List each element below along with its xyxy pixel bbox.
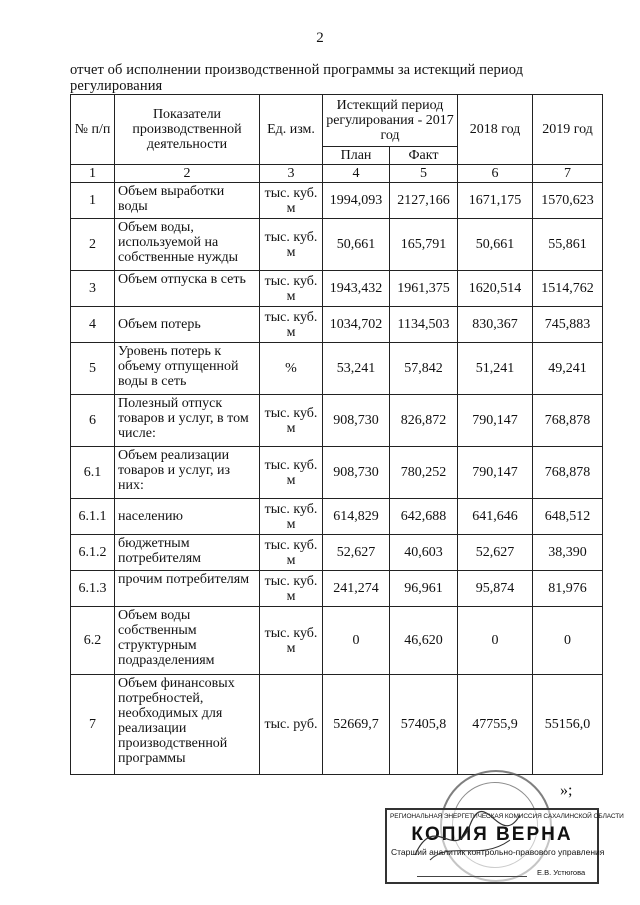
row-2018: 1620,514 [458,271,533,307]
col-index: 5 [390,165,458,183]
table-row [71,499,603,535]
table-row [71,219,603,271]
row-plan: 614,829 [323,499,390,535]
row-2019: 745,883 [533,307,603,343]
row-num: 6 [71,395,115,447]
row-plan: 1994,093 [323,183,390,219]
table-row [71,343,603,395]
row-2019: 768,878 [533,395,603,447]
row-fact: 642,688 [390,499,458,535]
row-fact: 165,791 [390,219,458,271]
stamp-signer: Е.В. Устюгова [537,868,586,877]
row-num: 5 [71,343,115,395]
row-num: 6.1.3 [71,571,115,607]
production-program-table [70,94,603,775]
row-num: 6.1.2 [71,535,115,571]
row-unit: тыс. куб. м [260,183,323,219]
row-2018: 51,241 [458,343,533,395]
row-plan: 53,241 [323,343,390,395]
row-fact: 57,842 [390,343,458,395]
row-name: Объем потерь [115,307,260,343]
col-index: 4 [323,165,390,183]
row-name: прочим потребителям [115,571,260,607]
row-unit: % [260,343,323,395]
table-row [71,675,603,775]
row-2018: 47755,9 [458,675,533,775]
header-2018: 2018 год [458,95,533,165]
row-2018: 1671,175 [458,183,533,219]
table-row [71,571,603,607]
row-unit: тыс. руб. [260,675,323,775]
row-2019: 38,390 [533,535,603,571]
header-plan: План [323,147,390,165]
row-fact: 1134,503 [390,307,458,343]
row-2018: 50,661 [458,219,533,271]
row-unit: тыс. куб. м [260,607,323,675]
signature-line [417,876,527,877]
row-num: 6.1 [71,447,115,499]
row-2019: 1514,762 [533,271,603,307]
header-unit: Ед. изм. [260,95,323,165]
row-num: 7 [71,675,115,775]
row-unit: тыс. куб. м [260,219,323,271]
row-2019: 55,861 [533,219,603,271]
row-fact: 1961,375 [390,271,458,307]
row-name: населению [115,499,260,535]
row-name: Объем воды, используемой на собственные нужды [115,219,260,271]
row-fact: 46,620 [390,607,458,675]
row-plan: 52,627 [323,535,390,571]
header-2019: 2019 год [533,95,603,165]
header-indicator: Показатели производственной деятельности [115,95,260,165]
row-plan: 1034,702 [323,307,390,343]
row-2018: 52,627 [458,535,533,571]
row-2018: 790,147 [458,395,533,447]
row-fact: 780,252 [390,447,458,499]
row-fact: 96,961 [390,571,458,607]
row-plan: 1943,432 [323,271,390,307]
row-plan: 0 [323,607,390,675]
row-unit: тыс. куб. м [260,447,323,499]
stamp-position: Старший аналитик контрольно-правового управления [391,847,605,857]
row-unit: тыс. куб. м [260,499,323,535]
col-index: 3 [260,165,323,183]
row-name: бюджетным потребителям [115,535,260,571]
row-fact: 40,603 [390,535,458,571]
row-name: Объем выработки воды [115,183,260,219]
row-plan: 908,730 [323,447,390,499]
row-unit: тыс. куб. м [260,307,323,343]
row-2019: 0 [533,607,603,675]
signature-scribble [410,800,530,870]
row-2019: 648,512 [533,499,603,535]
header-num: № п/п [71,95,115,165]
row-2018: 95,874 [458,571,533,607]
table-row [71,447,603,499]
col-index: 2 [115,165,260,183]
row-num: 6.1.1 [71,499,115,535]
table-row [71,307,603,343]
row-2018: 641,646 [458,499,533,535]
row-2018: 790,147 [458,447,533,499]
row-2019: 81,976 [533,571,603,607]
row-fact: 57405,8 [390,675,458,775]
row-fact: 826,872 [390,395,458,447]
row-name: Объем воды собственным структурным подразделениям [115,607,260,675]
closing-quote: »; [560,782,573,799]
table-row [71,183,603,219]
row-num: 3 [71,271,115,307]
row-unit: тыс. куб. м [260,571,323,607]
table-row [71,535,603,571]
col-index: 1 [71,165,115,183]
col-index: 7 [533,165,603,183]
header-period: Истекщий период регулирования - 2017 год [323,95,458,147]
row-name: Объем реализации товаров и услуг, из них: [115,447,260,499]
row-plan: 52669,7 [323,675,390,775]
row-plan: 50,661 [323,219,390,271]
row-name: Уровень потерь к объему отпущенной воды в сеть [115,343,260,395]
row-num: 2 [71,219,115,271]
row-num: 6.2 [71,607,115,675]
table-row [71,607,603,675]
table-row [71,271,603,307]
row-plan: 241,274 [323,571,390,607]
row-fact: 2127,166 [390,183,458,219]
row-name: Объем отпуска в сеть [115,271,260,307]
row-2018: 830,367 [458,307,533,343]
row-plan: 908,730 [323,395,390,447]
stamp-organization: РЕГИОНАЛЬНАЯ ЭНЕРГЕТИЧЕСКАЯ КОМИССИЯ САХАЛИНСКОЙ ОБЛАСТИ [390,813,624,820]
row-2019: 55156,0 [533,675,603,775]
page-number: 2 [316,30,324,46]
column-index-row [71,165,603,183]
row-2019: 49,241 [533,343,603,395]
row-num: 4 [71,307,115,343]
row-2019: 768,878 [533,447,603,499]
row-name: Объем финансовых потребностей, необходимых для реализации производственной программы [115,675,260,775]
header-fact: Факт [390,147,458,165]
stamp-title: КОПИЯ ВЕРНА [411,824,573,845]
col-index: 6 [458,165,533,183]
table-row [71,395,603,447]
row-unit: тыс. куб. м [260,535,323,571]
row-2018: 0 [458,607,533,675]
row-unit: тыс. куб. м [260,271,323,307]
row-num: 1 [71,183,115,219]
row-unit: тыс. куб. м [260,395,323,447]
row-2019: 1570,623 [533,183,603,219]
intro-text: отчет об исполнении производственной программы за истекщий период регулирования [70,62,524,94]
row-name: Полезный отпуск товаров и услуг, в том числе: [115,395,260,447]
